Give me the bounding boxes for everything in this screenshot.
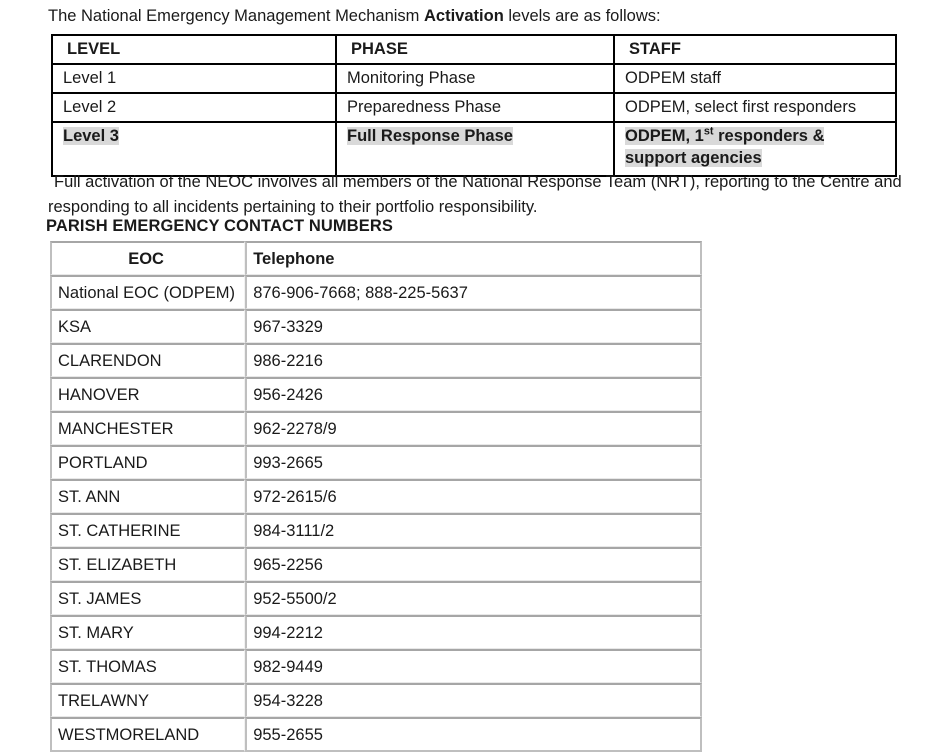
table-row xyxy=(52,64,896,93)
cell-eoc: ST. THOMAS xyxy=(50,649,245,683)
staff-ordinal-suffix: st xyxy=(703,125,714,138)
table-row-level-3 xyxy=(52,122,896,176)
header-eoc: EOC xyxy=(50,241,245,275)
header-phase: PHASE xyxy=(336,35,614,64)
cell-level-highlight: Level 3 xyxy=(63,127,119,145)
table-row xyxy=(50,377,702,411)
table-row xyxy=(50,513,702,547)
cell-eoc: ST. CATHERINE xyxy=(50,513,245,547)
cell-level: Level 2 xyxy=(52,93,336,122)
table-row xyxy=(50,445,702,479)
cell-telephone: 994-2212 xyxy=(245,615,702,649)
cell-eoc: ST. JAMES xyxy=(50,581,245,615)
cell-phase: Monitoring Phase xyxy=(336,64,614,93)
table-row xyxy=(50,717,702,752)
intro-suffix: levels are as follows: xyxy=(503,7,661,25)
cell-telephone: 993-2665 xyxy=(245,445,702,479)
cell-telephone: 972-2615/6 xyxy=(245,479,702,513)
table-header-row xyxy=(50,241,702,275)
cell-telephone: 876-906-7668; 888-225-5637 xyxy=(245,275,702,309)
staff-text-part1: ODPEM, 1 xyxy=(625,127,704,145)
table-row xyxy=(50,581,702,615)
cell-telephone: 967-3329 xyxy=(245,309,702,343)
cell-phase-highlight: Full Response Phase xyxy=(347,127,513,145)
staff-text-part2: responders & xyxy=(713,127,825,145)
table-row xyxy=(50,649,702,683)
cell-telephone: 984-3111/2 xyxy=(245,513,702,547)
cell-telephone: 965-2256 xyxy=(245,547,702,581)
cell-telephone: 956-2426 xyxy=(245,377,702,411)
cell-telephone: 952-5500/2 xyxy=(245,581,702,615)
cell-staff-highlight-line2: support agencies xyxy=(625,149,762,167)
cell-phase: Preparedness Phase xyxy=(336,93,614,122)
paragraph-line-2: Centre and responding to all incidents pertaining to their portfolio responsibility. xyxy=(48,173,902,216)
cell-telephone: 962-2278/9 xyxy=(245,411,702,445)
neoc-paragraph xyxy=(48,170,903,220)
activation-levels-table xyxy=(51,34,897,177)
cell-staff: ODPEM staff xyxy=(614,64,896,93)
cell-eoc: ST. ANN xyxy=(50,479,245,513)
cell-eoc: HANOVER xyxy=(50,377,245,411)
cell-staff-highlight-line1 xyxy=(625,127,824,145)
table-row xyxy=(50,479,702,513)
cell-eoc: TRELAWNY xyxy=(50,683,245,717)
cell-staff xyxy=(614,122,896,176)
table-row xyxy=(50,275,702,309)
table-row xyxy=(52,93,896,122)
cell-eoc: KSA xyxy=(50,309,245,343)
intro-prefix: The National Emergency Management Mechanism xyxy=(48,7,425,25)
cell-eoc: ST. ELIZABETH xyxy=(50,547,245,581)
paragraph-line-1: Full activation of the NEOC involves all members of the National Response Team (NRT), reporting to the xyxy=(54,173,816,191)
table-header-row xyxy=(52,35,896,64)
table-row xyxy=(50,615,702,649)
header-staff: STAFF xyxy=(614,35,896,64)
cell-eoc: CLARENDON xyxy=(50,343,245,377)
cell-eoc: ST. MARY xyxy=(50,615,245,649)
table-row xyxy=(50,343,702,377)
table-row xyxy=(50,309,702,343)
cell-telephone: 986-2216 xyxy=(245,343,702,377)
cell-eoc: PORTLAND xyxy=(50,445,245,479)
cell-telephone: 955-2655 xyxy=(245,717,702,752)
header-level: LEVEL xyxy=(52,35,336,64)
cell-eoc: WESTMORELAND xyxy=(50,717,245,752)
cell-eoc: MANCHESTER xyxy=(50,411,245,445)
intro-sentence xyxy=(48,5,908,27)
table-row xyxy=(50,411,702,445)
parish-contact-table xyxy=(50,241,702,752)
cell-level: Level 1 xyxy=(52,64,336,93)
section-heading-parish-contacts: PARISH EMERGENCY CONTACT NUMBERS xyxy=(46,217,393,235)
cell-telephone: 954-3228 xyxy=(245,683,702,717)
cell-eoc: National EOC (ODPEM) xyxy=(50,275,245,309)
cell-staff: ODPEM, select first responders xyxy=(614,93,896,122)
intro-bold-activation: Activation xyxy=(424,7,504,25)
cell-phase xyxy=(336,122,614,176)
header-telephone: Telephone xyxy=(245,241,702,275)
table-row xyxy=(50,547,702,581)
cell-level xyxy=(52,122,336,176)
cell-telephone: 982-9449 xyxy=(245,649,702,683)
table-row xyxy=(50,683,702,717)
